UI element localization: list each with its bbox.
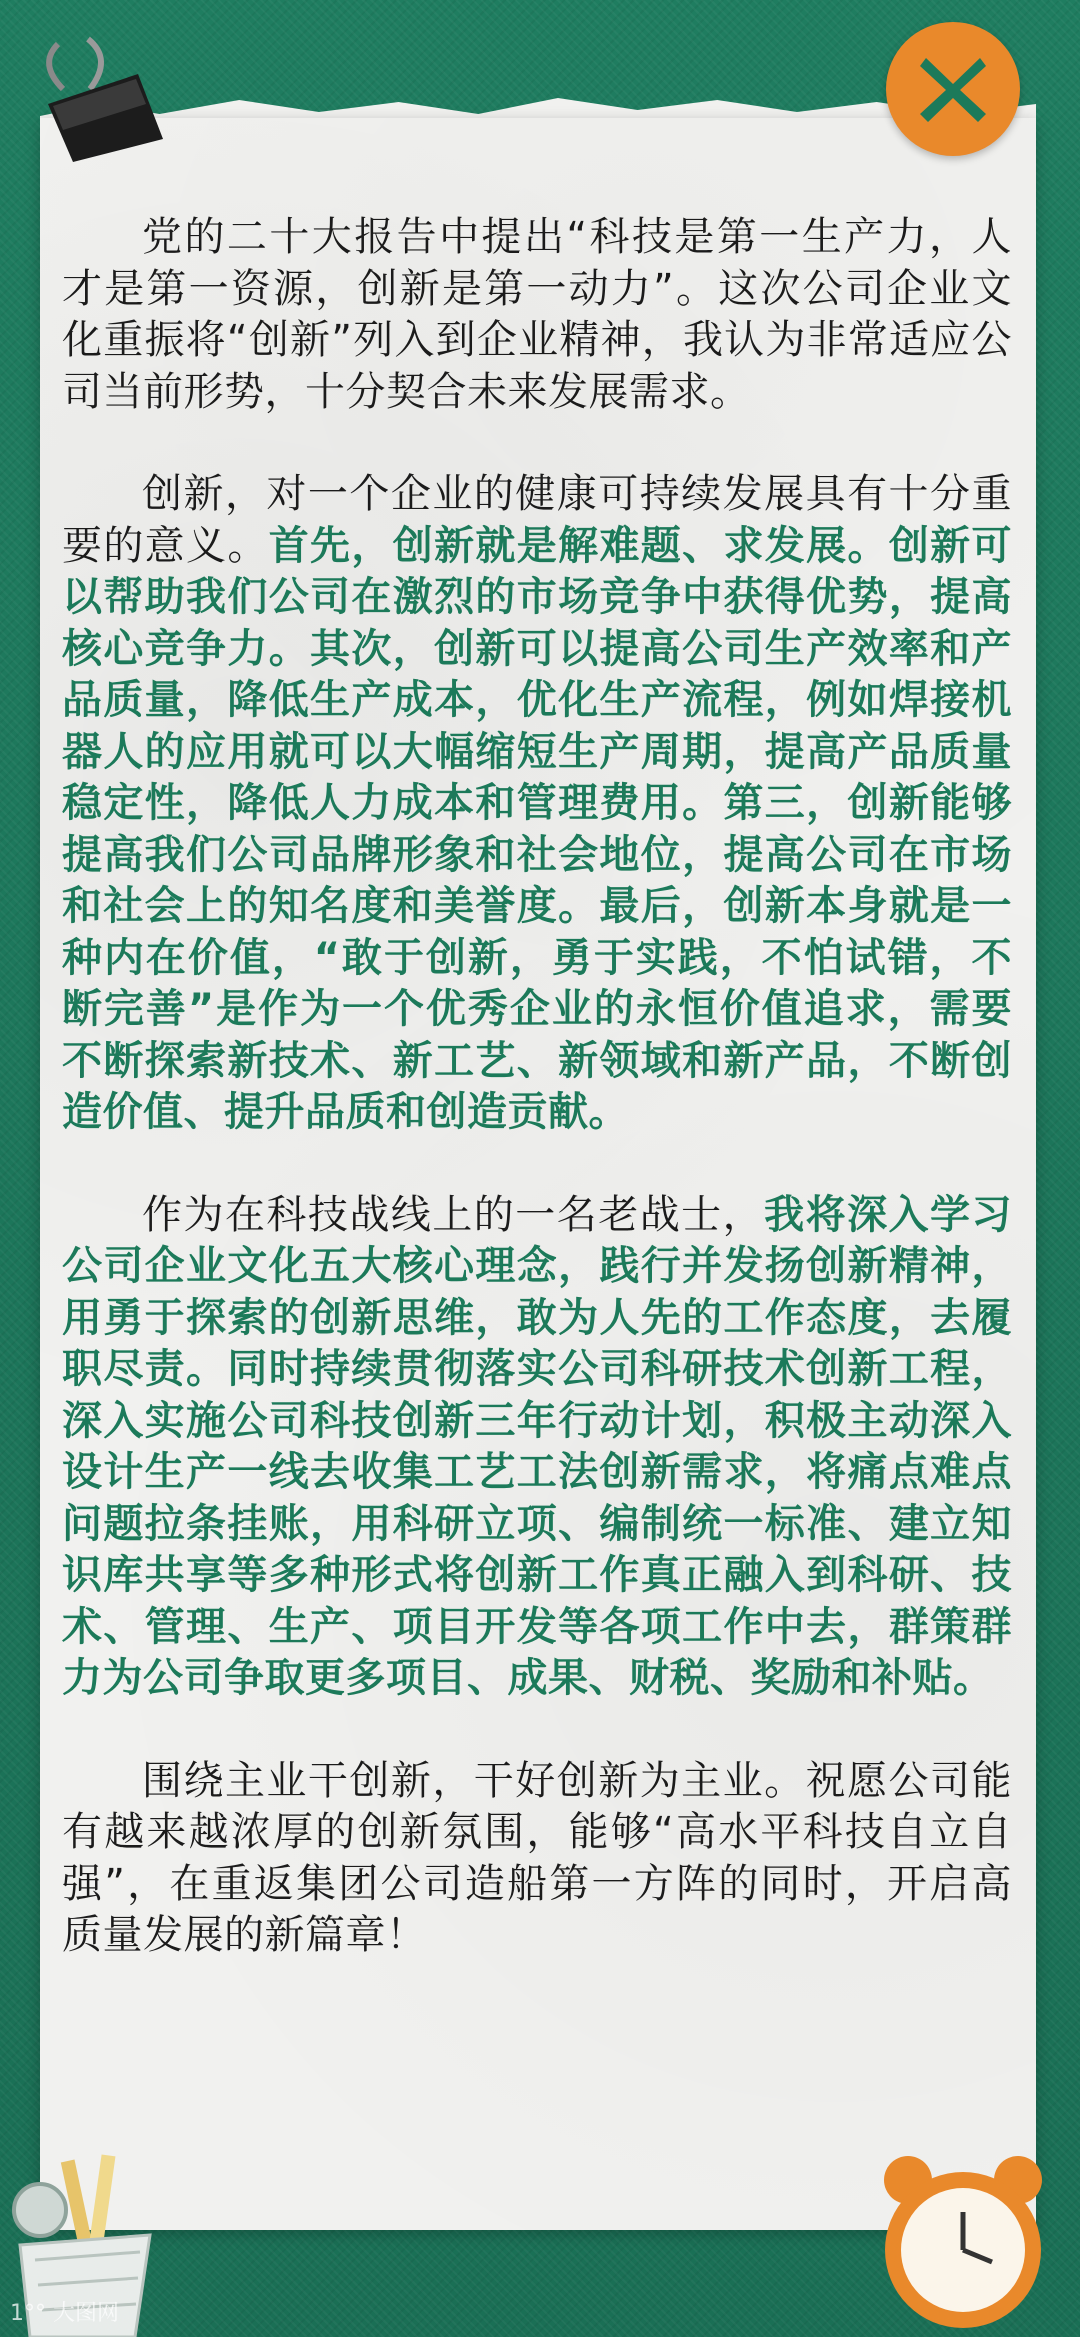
- paragraph-1: [62, 212, 1012, 418]
- paragraph-3-text: 作为在科技战线上的一名老战士，: [142, 1191, 765, 1238]
- alarm-clock-icon: [868, 2140, 1058, 2337]
- paragraph-2-text: 创新，对一个企业的健康可持续发展具有十分重要的意义。: [62, 471, 1012, 569]
- paragraph-3-highlight: 我将深入学习公司企业文化五大核心理念，践行并发扬创新精神，用勇于探索的创新思维，敢为人先的工作态度，去履职尽责。同时持续贯彻落实公司科研技术创新工程，深入实施公司科技创新三年行动计划，积极主动深入设计生产一线去收集工艺工法创新需求，将痛点难点问题拉条挂账，用科研立项、编制统一标准、建立知识库共享等多种形式将创新工作真正融入到科研、技术、管理、生产、项目开发等各项工作中去，群策群力为公司争取更多项目、成果、财税、奖励和补贴。: [62, 1191, 1012, 1701]
- close-x-icon: [908, 44, 998, 134]
- paragraph-3: [62, 1190, 1012, 1705]
- paragraph-4: [62, 1756, 1012, 1962]
- article-body: [62, 212, 1012, 2013]
- paragraph-1-text: 党的二十大报告中提出“科技是第一生产力，人才是第一资源，创新是第一动力”。这次公司企业文化重振将“创新”列入到企业精神，我认为非常适应公司当前形势，十分契合未来发展需求。: [62, 214, 1012, 415]
- paragraph-2-highlight: 首先，创新就是解难题、求发展。创新可以帮助我们公司在激烈的市场竞争中获得优势，提高核心竞争力。其次，创新可以提高公司生产效率和产品质量，降低生产成本，优化生产流程，例如焊接机器人的应用就可以大幅缩短生产周期，提高产品质量稳定性，降低人力成本和管理费用。第三，创新能够提高我们公司品牌形象和社会地位，提高公司在市场和社会上的知名度和美誉度。最后，创新本身就是一种内在价值，“敢于创新，勇于实践，不怕试错，不断完善”是作为一个优秀企业的永恒价值追求，需要不断探索新技术、新工艺、新领域和新产品，不断创造价值、提升品质和创造贡献。: [62, 522, 1013, 1135]
- paragraph-2: [62, 469, 1012, 1139]
- binder-clip-icon: [28, 34, 178, 164]
- paragraph-4-text: 围绕主业干创新，干好创新为主业。祝愿公司能有越来越浓厚的创新氛围，能够“高水平科技自立自强”，在重返集团公司造船第一方阵的同时，开启高质量发展的新篇章！: [62, 1757, 1012, 1958]
- watermark: 1°° 大图网: [10, 2301, 119, 2326]
- close-button[interactable]: [886, 22, 1020, 156]
